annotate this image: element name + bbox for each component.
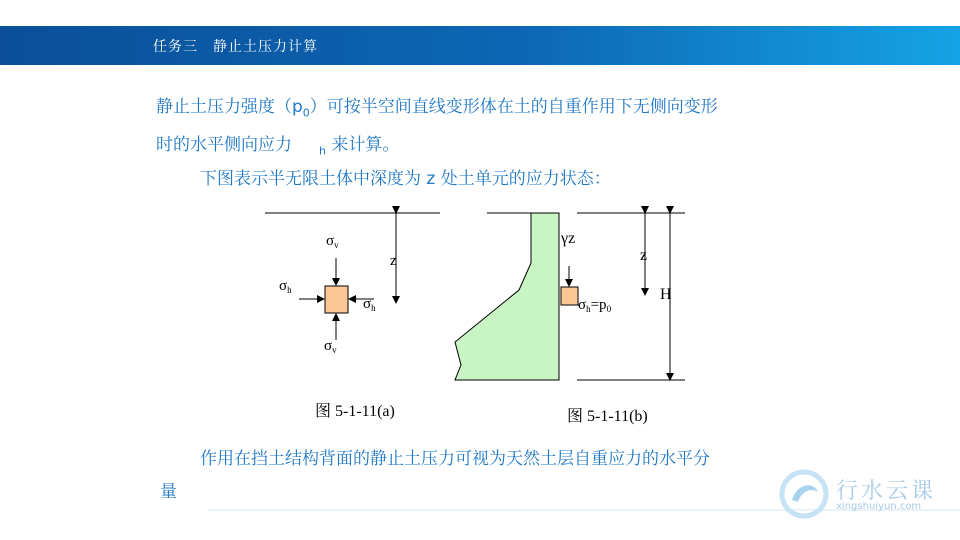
water-drop-logo-icon — [778, 468, 832, 520]
sigma-v-top-label: $\sigma_v$ — [326, 233, 339, 250]
intro-text-1b: ）可按半空间直线变形体在土的自重作用下无侧向变形 — [309, 97, 718, 117]
intro-text-1a: 静止土压力强度（ — [156, 97, 292, 117]
brand-logo — [778, 468, 948, 520]
brand-name: 行水云课 — [836, 479, 937, 504]
figure-intro-paragraph: 下图表示半无限土体中深度为 z 处土单元的应力状态： — [200, 169, 611, 189]
height-label-b: H — [660, 286, 672, 303]
conclusion-paragraph-end: 量 — [160, 482, 177, 502]
conclusion-paragraph: 作用在挡土结构背面的静止土压力可视为天然土层自重应力的水平分 — [200, 449, 710, 469]
figure-a — [265, 213, 440, 355]
header-title: 任务三 静止土压力计算 — [153, 39, 318, 55]
p0-subscript: 0 — [302, 106, 310, 120]
figure-b — [455, 213, 685, 380]
figure-a-caption: 图 5-1-11(a) — [315, 403, 395, 420]
depth-label-a: z — [390, 253, 397, 269]
intro-text-2a: 时的水平侧向应力 — [156, 135, 292, 156]
intro-text-2b: 来计算。 — [331, 135, 400, 156]
sigma-h-right-label: $\sigma_h$ — [363, 296, 376, 313]
brand-url: xingshuiyun.com — [836, 501, 922, 512]
sigma-h-left-label: $\sigma_h$ — [279, 278, 292, 295]
p0-symbol: p — [292, 97, 303, 117]
sigma-h-p0-label: $\sigma_h=p_0$ — [578, 297, 612, 314]
retaining-wall — [455, 213, 559, 380]
depth-label-b: z — [640, 247, 648, 264]
sigma-v-bottom-label: $\sigma_v$ — [324, 338, 337, 355]
soil-element-a — [325, 286, 348, 313]
h-subscript: h — [319, 144, 327, 158]
figure-b-caption: 图 5-1-11(b) — [567, 408, 648, 425]
soil-element-b — [561, 287, 578, 305]
gamma-z-label: γz — [561, 230, 576, 247]
